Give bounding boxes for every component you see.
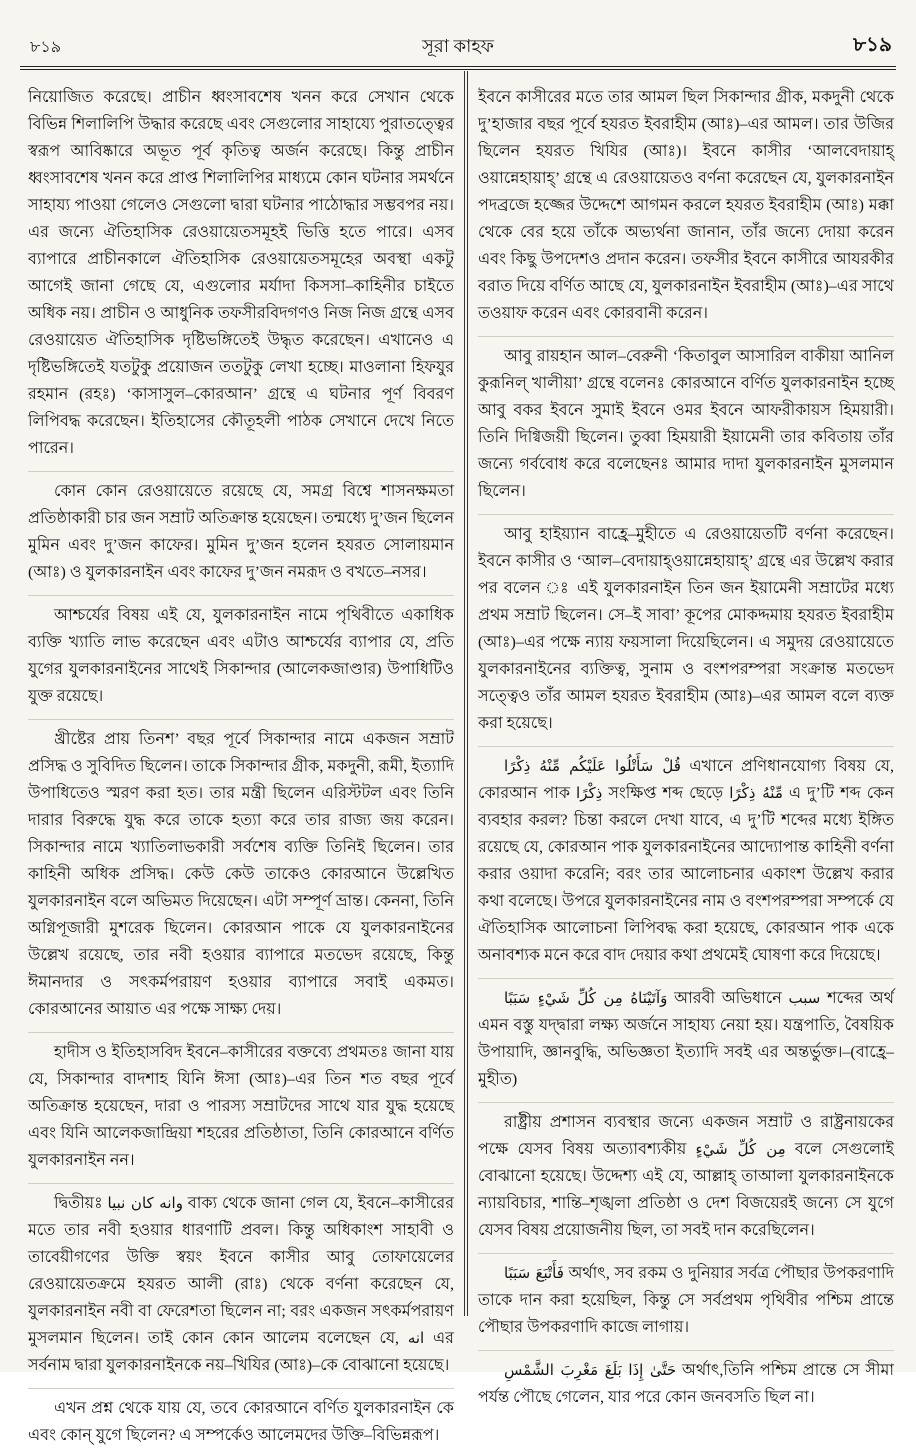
paragraph <box>28 80 454 466</box>
running-header <box>20 26 896 62</box>
paragraph <box>28 471 454 590</box>
quran-verse: فَأَتْبَعَ سَبَبًا <box>504 1264 564 1282</box>
paragraph-text: হাদীস ও ইতিহাসবিদ ইবনে–কাসীরের বক্তব্যে প্রথমতঃ জানা যায় যে, সিকান্দার বাদশাহ যিনি ঈসা (আঃ)–এর তিন শত বছর পূর্বে অতিক্রান্ত হয়েছেন, দারা ও পারস্য সম্রাটদের সাথে যার যুদ্ধ হয়েছে এবং যিনি আলেকজান্দ্রিয়া শহরের প্রতিষ্ঠাতা, তিনি কোরআনে বর্ণিত যুলকারনাইন নন। <box>28 1044 454 1169</box>
paragraph-text: অর্থাৎ, সব রকম ও দুনিয়ার সর্বত্র পৌছার উপকরণাদি তাকে দান করা হয়েছিল, কিন্তু সে সর্বপ্রথম পৃথিবীর পশ্চিম প্রান্তে পৌছার উপকরণাদি কাজে লাগায়। <box>478 1265 894 1336</box>
left-column <box>28 80 454 1444</box>
paragraph-text: সংক্ষিপ্ত শব্দ ছেড়ে <box>602 785 730 802</box>
paragraph-text: শব্দের অর্থ এমন বস্তু যদ্দ্বারা লক্ষ্য অর্জনে সাহায্য নেয়া হয়। যন্ত্রপাতি, বৈষয়িক উপায়াদি, জ্ঞানবুদ্ধি, অভিজ্ঞতা ইত্যাদি সবই এর অন্তর্ভুক্ত।–(বাহ্রে–মুহীত) <box>478 990 894 1088</box>
column-divider <box>464 71 468 1316</box>
arabic-phrase: وانه كان نبيا <box>107 1194 183 1212</box>
paragraph <box>478 336 894 509</box>
paragraph-text: বাক্য থেকে জানা গেল যে, ইবনে–কাসীরের মতে তার নবী হওয়ার ধারণাটি প্রবল। কিন্তু অধিকাংশ সাহাবী ও তাবেয়ীগণের উক্তি স্বয়ং ইবনে কাসীর আবু তোফায়েলের রেওয়ায়েতক্রমে হযরত আলী (রাঃ) থেকে বর্ণনা করেছেন যে, যুলকারনাইন নবী বা ফেরেশতা ছিলেন না; বরং একজন সৎকর্মপরায়ণ মুসলমান ছিলেন। তাই কোন কোন আলেম বলেছেন যে, <box>28 1195 454 1347</box>
paragraph-text: বলে সেগুলোই বোঝানো হয়েছে। উদ্দেশ্য এই যে, আল্লাহ্ তাআলা যুলকারনাইনকে ন্যায়বিচার, শান্তি–শৃঙ্খলা প্রতিষ্ঠা ও দেশ বিজয়েরই জন্যে সে যুগে যেসব বিষয় প্রয়োজনীয় ছিল, তা সবই দান করেছিলেন। <box>478 1141 894 1239</box>
paragraph <box>478 978 894 1097</box>
paragraph <box>478 1253 894 1345</box>
paragraph <box>478 746 894 973</box>
paragraph <box>28 1032 454 1178</box>
paragraph-text: নিয়োজিত করেছে। প্রাচীন ধ্বংসাবশেষ খনন করে সেখান থেকে বিভিন্ন শিলালিপি উদ্ধার করেছে এবং সেগুলোর সাহায্যে পুরাতত্ত্বের স্বরূপ আবিষ্কারে অভূত পূর্ব কৃতিত্ব অর্জন করেছে। কিন্তু প্রাচীন ধ্বংসাবশেষ খনন করে প্রাপ্ত শিলালিপির মাধ্যমে কোন ঘটনার সমর্থনে সাহায্য পাওয়া গেলেও সেগুলো দ্বারা ঘটনার পাঠোদ্ধার সম্ভবপর নয়। এর জন্যে ঐতিহাসিক রেওয়ায়েতসমূহই ভিত্তি হতে পারে। এসব ব্যাপারে প্রাচীনকালে ঐতিহাসিক রেওয়ায়েতসমূহের অবস্থা একটু আগেই জানা গেছে যে, এগুলোর মর্যাদা কিসসা–কাহিনীর চাইতে অধিক নয়। প্রাচীন ও আধুনিক তফসীরবিদগণও নিজ নিজ গ্রন্থে এসব রেওয়ায়েত ঐতিহাসিক দৃষ্টিভঙ্গিতেই উদ্ধৃত করেছেন। এখানেও এ দৃষ্টিভঙ্গিতেই যতটুকু প্রয়োজন ততটুকু লেখা হচ্ছে। মাওলানা হিফযুর রহমান (রহঃ) ‘কাসাসুল–কোরআন’ গ্রন্থে এ ঘটনার পূর্ণ বিবরণ লিপিবদ্ধ করেছেন। ইতিহাসের কৌতূহলী পাঠক সেখানে দেখে নিতে পারেন। <box>28 89 454 457</box>
paragraph-text: এখন প্রশ্ন থেকে যায় যে, তবে কোরআনে বর্ণিত যুলকারনাইন কে এবং কোন্ যুগে ছিলেন? এ সম্পর্কেও আলেমদের উক্তি–বিভিন্নরূপ। <box>28 1400 454 1444</box>
surah-title: সূরা কাহফ <box>422 36 494 56</box>
paragraph <box>28 1388 454 1453</box>
page-number-left: ৮১৯ <box>30 39 62 56</box>
paragraph-text: রাষ্ট্রীয় প্রশাসন ব্যবস্থার জন্যে একজন সম্রাট ও রাষ্ট্রনায়কের পক্ষে যেসব বিষয় অত্যাবশ্যকীয় <box>478 1114 894 1158</box>
paragraph-text: কোন কোন রেওয়ায়েতে রয়েছে যে, সমগ্র বিশ্বে শাসনক্ষমতা প্রতিষ্ঠাকারী চার জন সম্রাট অতিক্রান্ত হয়েছেন। তন্মধ্যে দু’জন ছিলেন মুমিন এবং দু’জন কাফের। মুমিন দু’জন হলেন হযরত সোলায়মান (আঃ) ও যুলকারনাইন এবং কাফের দু’জন নমরূদ ও বখতে–নসর। <box>28 483 454 581</box>
arabic-phrase: انه <box>407 1329 425 1347</box>
paragraph-text: এ দু’টি শব্দ কেন ব্যবহার করল? চিন্তা করলে দেখা যাবে, এ দু’টি শব্দের মধ্যে ইঙ্গিত রয়েছে যে, কোরআন পাক যুলকারনাইনের আদ্যোপান্ত কাহিনী বর্ণনা করার ওয়াদা করেনি; বরং তার আলোচনার একাংশ উল্লেখ করার কথা বলেছে। উপরে যুলকারনাইনের নাম ও বংশপরম্পরা সম্পর্কে যে ঐতিহাসিক আলোচনা লিপিবদ্ধ করা হয়েছে, কোরআন পাক একে অনাবশ্যক মনে করে বাদ দেয়ার কথা প্রথমেই ঘোষণা করে দিয়েছে। <box>478 785 895 964</box>
paragraph <box>478 514 894 741</box>
page-number-right: ৮১৯ <box>853 34 892 56</box>
paragraph-text: ইবনে কাসীরের মতে তার আমল ছিল সিকান্দার গ্রীক, মকদুনী থেকে দু’হাজার বছর পূর্বে হযরত ইবরাহীম (আঃ)–এর আমল। তার উজির ছিলেন হযরত খিযির (আঃ)। ইবনে কাসীর ‘আলবেদায়াহ্ ওয়ান্নেহায়াহ্’ গ্রন্থে এ রেওয়ায়েতও বর্ণনা করেছেন যে, যুলকারনাইন পদব্রজে হজ্জের উদ্দেশে আগমন করলে হযরত ইবরাহীম (আঃ) মক্কা থেকে বের হয়ে তাঁকে অভ্যর্থনা জানান, তাঁর জন্যে দোয়া করেন এবং কিছু উপদেশও প্রদান করেন। তফসীর ইবনে কাসীরে আযরকীর বরাত দিয়ে বর্ণিত আছে যে, যুলকারনাইন ইবরাহীম (আঃ)–এর সাথে তওয়াফ করেন এবং কোরবানী করেন। <box>478 89 894 322</box>
paragraph <box>28 719 454 1027</box>
paragraph <box>28 1183 454 1383</box>
paragraph-text: এখানে প্রণিধানযোগ্য বিষয় যে, কোরআন পাক <box>478 758 894 802</box>
quran-verse: قُلْ سَأَتْلُوا عَلَيْكُم مِّنْهُ ذِكْرًا <box>504 757 681 775</box>
arabic-phrase: ذِكْرًا <box>576 784 603 802</box>
quran-verse: وَآتَيْنَاهُ مِن كُلِّ شَيْءٍ سَبَبًا <box>504 989 668 1007</box>
right-column <box>478 80 895 1406</box>
quran-verse: حَتَّىٰ إِذَا بَلَغَ مَغْرِبَ الشَّمْسِ <box>504 1361 677 1379</box>
paragraph-text: এর সর্বনাম দ্বারা যুলকারনাইনকে নয়–খিযির (আঃ)–কে বোঝানো হয়েছে। <box>28 1330 454 1374</box>
paragraph <box>28 595 454 714</box>
arabic-phrase: سبب <box>788 989 821 1007</box>
paragraph <box>478 1350 894 1415</box>
paragraph-text: খ্রীষ্টের প্রায় তিনশ’ বছর পূর্বে সিকান্দার নামে একজন সম্রাট প্রসিদ্ধ ও সুবিদিত ছিলেন। তাকে সিকান্দার গ্রীক, মকদুনী, রূমী, ইত্যাদি উপাধিতেও স্মরণ করা হত। তার মন্ত্রী ছিলেন এরিস্টটল এবং তিনি দারার বিরুদ্ধে যুদ্ধ করে তাকে হত্যা করে তার রাজ্য জয় করেন। সিকান্দার নামে খ্যাতিলাভকারী সর্বশেষ ব্যক্তি তিনিই ছিলেন। তার কাহিনী অধিক প্রসিদ্ধ। কেউ কেউ তাকেও কোরআনে উল্লেখিত যুলকারনাইন বলে অভিমত দিয়েছেন। এটা সম্পূর্ণ ভ্রান্ত। কেননা, তিনি অগ্নিপূজারী মুশরেক ছিলেন। কোরআন পাকে যে যুলকারনাইনের উল্লেখ রয়েছে, তার নবী হওয়ার ব্যাপারে মতভেদ রয়েছে, কিন্তু ঈমানদার ও সৎকর্মপরায়ণ হওয়ার ব্যাপারে সবাই একমত। কোরআনের আয়াত এর পক্ষে সাক্ষ্য দেয়। <box>28 731 454 1018</box>
paragraph <box>478 80 894 331</box>
paragraph-text: দ্বিতীয়ঃ <box>54 1195 108 1212</box>
paragraph-text: আবু রায়হান আল–বেরুনী ‘কিতাবুল আসারিল বাকীয়া আনিল কুরূনিল্ খালীয়া’ গ্রন্থে বলেনঃ কোরআনে বর্ণিত যুলকারনাইন হচ্ছে আবু বকর ইবনে সুমাই ইবনে ওমর ইবনে আফরীকায়স হিময়ারী। তিনি দিগ্বিজয়ী ছিলেন। তুব্বা হিময়ারী ইয়ামেনী তার কবিতায় তাঁর জন্যে গর্ববোধ করে বলেছেনঃ আমার দাদা যুলকারনাইন মুসলমান ছিলেন। <box>478 348 894 500</box>
paragraph-text: আশ্চর্যের বিষয় এই যে, যুলকারনাইন নামে পৃথিবীতে একাধিক ব্যক্তি খ্যাতি লাভ করেছেন এবং এটাও আশ্চর্যের ব্যাপার যে, প্রতি যুগের যুলকারনাইনের সাথেই সিকান্দার (আলেকজাণ্ডার) উপাধিটিও যুক্ত রয়েছে। <box>28 607 454 705</box>
arabic-phrase: مِن كُلِّ شَيْءٍ <box>695 1140 786 1158</box>
paragraph <box>478 1102 894 1248</box>
paragraph-text: আবু হাইয়্যান বাহ্রে–মুহীতে এ রেওয়ায়েতটি বর্ণনা করেছেন। ইবনে কাসীর ও ‘আল–বেদায়াহ্ওয়ান্নেহায়াহ্’ গ্রন্থে এর উল্লেখ করার পর বলেন ঃ এই যুলকারনাইন তিন জন ইয়ামেনী সম্রাটের মধ্যে প্রথম সম্রাট ছিলেন। সে–ই সাবা’ কূপের মোকদ্দমায় হযরত ইবরাহীম (আঃ)–এর পক্ষে ন্যায় ফয়সালা দিয়েছিলেন। এ সমুদয় রেওয়ায়েতে যুলকারনাইনের ব্যক্তিত্ব, সুনাম ও বংশপরম্পরা সংক্রান্ত মতভেদ সত্ত্বেও তাঁর আমল হযরত ইবরাহীম (আঃ)–এর আমল বলে ব্যক্ত করা হয়েছে। <box>478 526 894 732</box>
header-rule <box>20 66 896 70</box>
paragraph-text: অর্থাৎ,তিনি পশ্চিম প্রান্তে সে সীমা পর্যন্ত পৌছে গেলেন, যার পরে কোন জনবসতি ছিল না। <box>478 1362 894 1406</box>
arabic-phrase: مِّنْهُ ذِكْرًا <box>729 784 783 802</box>
paragraph-text: আরবী অভিধানে <box>667 990 789 1007</box>
